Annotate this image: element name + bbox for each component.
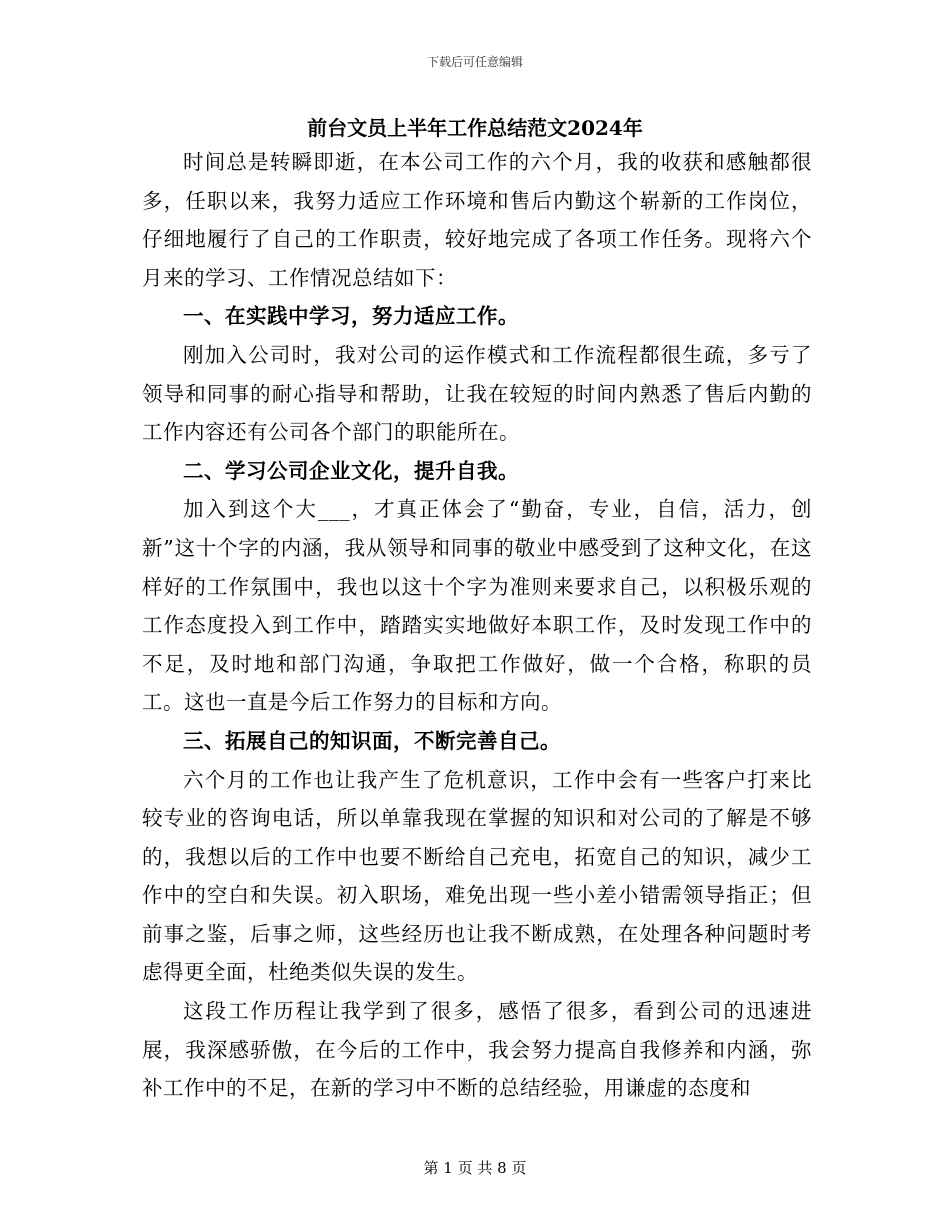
page-number-footer: 第 1 页 共 8 页 [423,1159,527,1177]
paragraph-section-1: 刚加入公司时，我对公司的运作模式和工作流程都很生疏，多亏了领导和同事的耐心指导和帮助，让我在较短的时间内熟悉了售后内勤的工作内容还有公司各个部门的职能所在。 [142,342,812,445]
section-heading-3: 三、拓展自己的知识面，不断完善自己。 [183,728,561,753]
document-body [142,143,812,1108]
paragraph-section-2: 加入到这个大___，才真正体会了“勤奋，专业，自信，活力，创新”这十个字的内涵，我从领导和同事的敬业中感受到了这种文化，在这样好的工作氛围中，我也以这十个字为准则来要求自己，以积极乐观的工作态度投入到工作中，踏踏实实地做好本职工作，及时发现工作中的不足，及时地和部门沟通，争取把工作做好，做一个合格，称职的员工。这也一直是今后工作努力的目标和方向。 [142,497,812,715]
paragraph-intro: 时间总是转瞬即逝，在本公司工作的六个月，我的收获和感触都很多，任职以来，我努力适应工作环境和售后内勤这个崭新的工作岗位，仔细地履行了自己的工作职责，较好地完成了各项工作任务。现将六个月来的学习、工作情况总结如下： [142,150,812,290]
section-heading-2: 二、学习公司企业文化，提升自我。 [183,458,519,483]
paragraph-closing: 这段工作历程让我学到了很多，感悟了很多，看到公司的迅速进展，我深感骄傲，在今后的工作中，我会努力提高自我修养和内涵，弥补工作中的不足，在新的学习中不断的总结经验，用谦虚的态度和 [142,999,812,1101]
document-title: 前台文员上半年工作总结范文2024年 [307,116,643,140]
header-note: 下载后可任意编辑 [426,55,523,69]
section-heading-1: 一、在实践中学习，努力适应工作。 [183,304,519,329]
paragraph-section-3: 六个月的工作也让我产生了危机意识，工作中会有一些客户打来比较专业的咨询电话，所以单靠我现在掌握的知识和对公司的了解是不够的，我想以后的工作中也要不断给自己充电，拓宽自己的知识，减少工作中的空白和失误。初入职场，难免出现一些小差小错需领导指正；但前事之鉴，后事之师，这些经历也让我不断成熟，在处理各种问题时考虑得更全面，杜绝类似失误的发生。 [142,767,812,985]
